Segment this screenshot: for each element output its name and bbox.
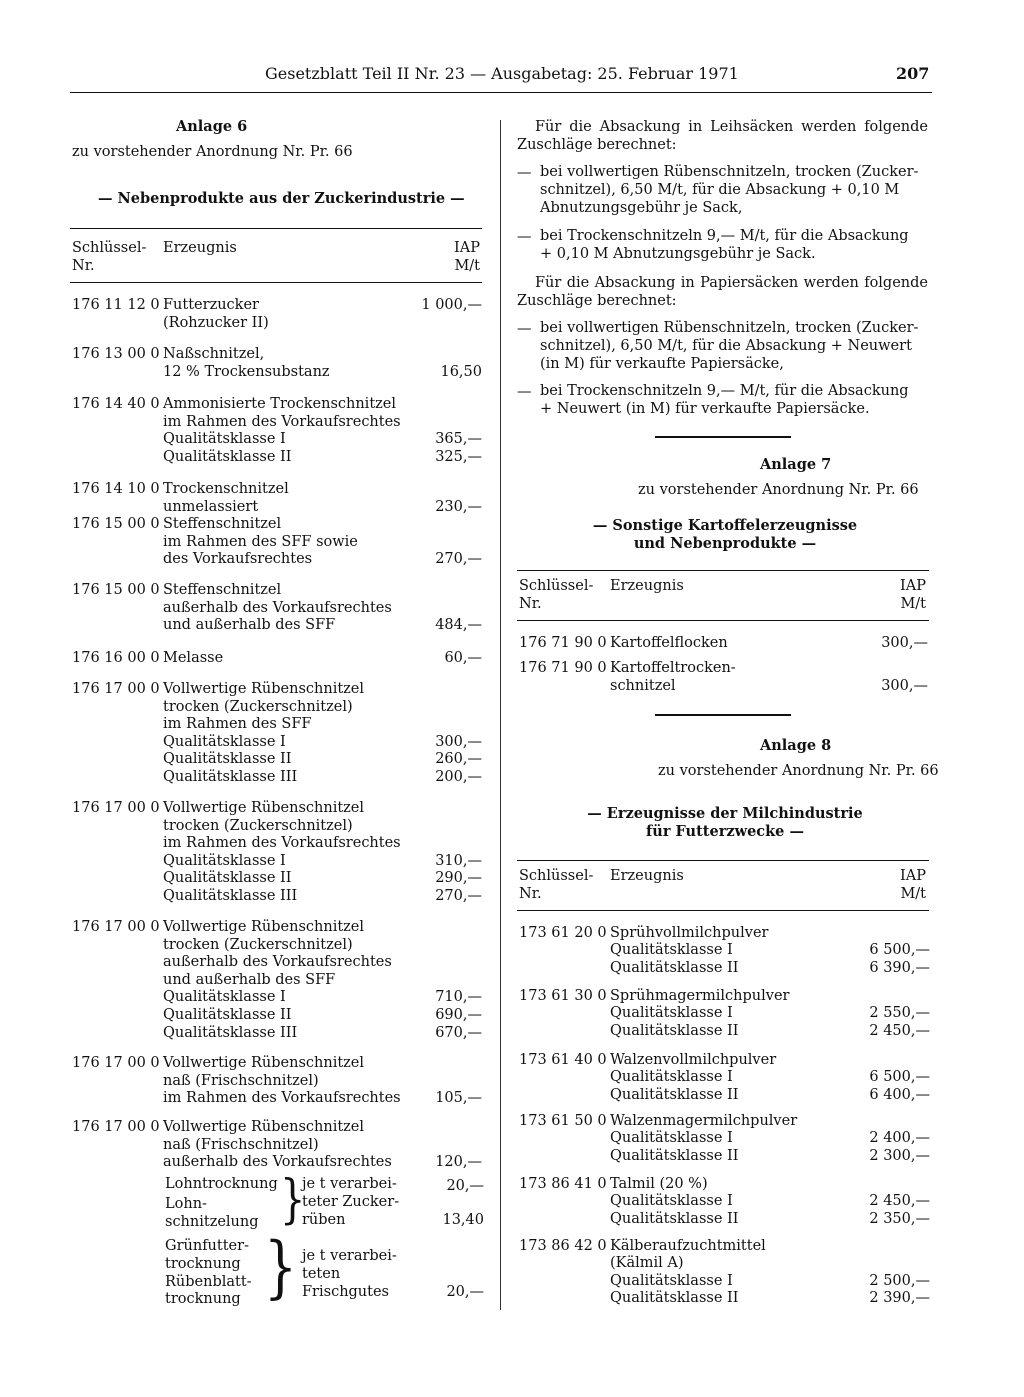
- row-value: 484,—: [435, 617, 482, 633]
- row-product-line: Steffenschnitzel: [163, 582, 282, 598]
- row-product-line: unmelassiert: [163, 499, 259, 515]
- row-key: 173 61 30 0: [519, 988, 607, 1004]
- col-header-key2: Nr.: [72, 258, 95, 274]
- row-product-line: (Kälmil A): [610, 1255, 684, 1271]
- row-value: 2 350,—: [869, 1211, 930, 1227]
- row-product-line: Vollwertige Rübenschnitzel: [163, 800, 365, 816]
- header-rule: [70, 92, 932, 93]
- extra1-right-line: je t verarbei-: [302, 1176, 397, 1192]
- extra1-left-line: schnitzelung: [165, 1214, 259, 1230]
- row-product-line: (Rohzucker II): [163, 315, 269, 331]
- col-header-unit: M/t: [900, 886, 926, 902]
- extra1-value: 20,—: [446, 1178, 484, 1194]
- bullet2-line: + 0,10 M Abnutzungsgebühr je Sack.: [540, 246, 816, 262]
- row-key: 176 14 10 0: [72, 481, 160, 497]
- bullet1-line: bei vollwertigen Rübenschnitzeln, trocken (Zucker-: [540, 164, 919, 180]
- row-product-line: Qualitätsklasse II: [610, 1087, 739, 1103]
- row-value: 105,—: [435, 1090, 482, 1106]
- extra2-left-line: trocknung: [165, 1291, 241, 1307]
- table-top-rule: [517, 570, 929, 571]
- row-product-line: Vollwertige Rübenschnitzel: [163, 1055, 365, 1071]
- row-value: 200,—: [435, 769, 482, 785]
- row-product-line: und außerhalb des SFF: [163, 972, 336, 988]
- row-value: 270,—: [435, 888, 482, 904]
- extra1-value: 13,40: [442, 1212, 484, 1228]
- extra2-left-line: trocknung: [165, 1256, 241, 1272]
- row-product-line: und außerhalb des SFF: [163, 617, 336, 633]
- anlage7-subheading: zu vorstehender Anordnung Nr. Pr. 66: [638, 482, 919, 498]
- extra1-left-line: Lohntrocknung: [165, 1176, 278, 1192]
- bullet3-line: (in M) für verkaufte Papiersäcke,: [540, 356, 784, 372]
- row-key: 176 17 00 0: [72, 1055, 160, 1071]
- col-header-iap: IAP: [454, 240, 480, 256]
- row-key: 176 17 00 0: [72, 1119, 160, 1135]
- row-product-line: Qualitätsklasse I: [163, 734, 286, 750]
- page-number: 207: [896, 64, 930, 83]
- col-header-key: Schlüssel-: [519, 868, 594, 884]
- row-product-line: Qualitätsklasse II: [610, 1023, 739, 1039]
- bullet2-line: bei Trockenschnitzeln 9,— M/t, für die Absackung: [540, 228, 909, 244]
- row-product-line: naß (Frischschnitzel): [163, 1137, 319, 1153]
- table-header-rule: [70, 282, 482, 283]
- extra1-right-line: teter Zucker-: [302, 1194, 400, 1210]
- col-header-iap: IAP: [900, 868, 926, 884]
- bullet3-line: schnitzel), 6,50 M/t, für die Absackung + Neuwert: [540, 338, 912, 354]
- row-value: 325,—: [435, 449, 482, 465]
- row-value: 2 450,—: [869, 1023, 930, 1039]
- row-product-line: Walzenmagermilchpulver: [610, 1113, 798, 1129]
- row-product-line: Qualitätsklasse II: [163, 1007, 292, 1023]
- extra2-right-line: je t verarbei-: [302, 1248, 397, 1264]
- table-top-rule: [517, 860, 929, 861]
- row-product-line: naß (Frischschnitzel): [163, 1073, 319, 1089]
- row-product-line: Qualitätsklasse III: [163, 1025, 298, 1041]
- col-header-key2: Nr.: [519, 596, 542, 612]
- row-key: 176 15 00 0: [72, 516, 160, 532]
- row-product-line: außerhalb des Vorkaufsrechtes: [163, 954, 392, 970]
- row-key: 176 11 12 0: [72, 297, 160, 313]
- row-product-line: im Rahmen des Vorkaufsrechtes: [163, 1090, 401, 1106]
- row-value: 290,—: [435, 870, 482, 886]
- row-key: 173 61 40 0: [519, 1052, 607, 1068]
- row-key: 176 15 00 0: [72, 582, 160, 598]
- anlage8-heading: Anlage 8: [760, 737, 832, 754]
- row-key: 176 16 00 0: [72, 650, 160, 666]
- row-product-line: Qualitätsklasse II: [610, 1148, 739, 1164]
- row-value: 270,—: [435, 551, 482, 567]
- row-value: 2 500,—: [869, 1273, 930, 1289]
- bullet3-line: bei vollwertigen Rübenschnitzeln, trocken (Zucker-: [540, 320, 919, 336]
- row-product-line: Melasse: [163, 650, 224, 666]
- row-value: 6 400,—: [869, 1087, 930, 1103]
- extra2-value: 20,—: [446, 1284, 484, 1300]
- row-product-line: Kälberaufzuchtmittel: [610, 1238, 766, 1254]
- row-product-line: Qualitätsklasse III: [163, 888, 298, 904]
- row-product-line: 12 % Trockensubstanz: [163, 364, 330, 380]
- row-value: 2 550,—: [869, 1005, 930, 1021]
- row-product-line: Qualitätsklasse I: [610, 1130, 733, 1146]
- row-product-line: Vollwertige Rübenschnitzel: [163, 1119, 365, 1135]
- row-product-line: im Rahmen des SFF: [163, 716, 312, 732]
- anlage7-title-line1: — Sonstige Kartoffelerzeugnisse: [592, 517, 858, 534]
- col-header-product: Erzeugnis: [163, 240, 237, 256]
- col-header-product: Erzeugnis: [610, 868, 684, 884]
- row-product-line: außerhalb des Vorkaufsrechtes: [163, 600, 392, 616]
- anlage7-title-line2: und Nebenprodukte —: [633, 535, 817, 552]
- row-product-line: Futterzucker: [163, 297, 259, 313]
- row-value: 710,—: [435, 989, 482, 1005]
- row-product-line: Qualitätsklasse I: [610, 1193, 733, 1209]
- header-title: Gesetzblatt Teil II Nr. 23 — Ausgabetag: 25. Februar 1971: [265, 64, 739, 83]
- brace: }: [280, 1170, 306, 1230]
- row-product-line: Qualitätsklasse I: [163, 431, 286, 447]
- anlage6-subheading: zu vorstehender Anordnung Nr. Pr. 66: [72, 144, 353, 160]
- row-value: 260,—: [435, 751, 482, 767]
- row-product-line: Ammonisierte Trockenschnitzel: [163, 396, 397, 412]
- row-key: 173 61 50 0: [519, 1113, 607, 1129]
- row-value: 670,—: [435, 1025, 482, 1041]
- row-product-line: Qualitätsklasse I: [610, 1273, 733, 1289]
- bullet1-line: schnitzel), 6,50 M/t, für die Absackung + 0,10 M: [540, 182, 900, 198]
- row-value: 6 500,—: [869, 942, 930, 958]
- section-separator: [655, 714, 791, 716]
- col-header-key2: Nr.: [519, 886, 542, 902]
- bullet-dash: —: [517, 384, 532, 400]
- anlage8-title-line1: — Erzeugnisse der Milchindustrie: [587, 805, 863, 822]
- anlage8-subheading: zu vorstehender Anordnung Nr. Pr. 66: [658, 763, 939, 779]
- bullet4-line: + Neuwert (in M) für verkaufte Papiersäcke.: [540, 401, 870, 417]
- row-value: 6 390,—: [869, 960, 930, 976]
- row-product-line: Naßschnitzel,: [163, 346, 265, 362]
- row-key: 176 71 90 0: [519, 635, 607, 651]
- row-product-line: Vollwertige Rübenschnitzel: [163, 919, 365, 935]
- row-value: 16,50: [440, 364, 482, 380]
- row-product-line: Kartoffelflocken: [610, 635, 728, 651]
- row-key: 176 13 00 0: [72, 346, 160, 362]
- bullet-dash: —: [517, 321, 532, 337]
- row-product-line: Qualitätsklasse I: [610, 1069, 733, 1085]
- leihsaecke-intro: Für die Absackung in Leihsäcken werden folgende Zuschläge berechnet:: [517, 119, 928, 153]
- row-key: 173 86 41 0: [519, 1176, 607, 1192]
- row-product-line: Trockenschnitzel: [163, 481, 289, 497]
- row-product-line: schnitzel: [610, 678, 676, 694]
- row-product-line: Steffenschnitzel: [163, 516, 282, 532]
- row-product-line: Qualitätsklasse II: [163, 870, 292, 886]
- table-header-rule: [517, 910, 929, 911]
- row-key: 176 14 40 0: [72, 396, 160, 412]
- row-product-line: im Rahmen des Vorkaufsrechtes: [163, 414, 401, 430]
- brace: }: [264, 1229, 298, 1307]
- row-value: 300,—: [435, 734, 482, 750]
- bullet-dash: —: [517, 165, 532, 181]
- row-key: 173 86 42 0: [519, 1238, 607, 1254]
- row-product-line: Qualitätsklasse II: [610, 1211, 739, 1227]
- bullet4-line: bei Trockenschnitzeln 9,— M/t, für die Absackung: [540, 383, 909, 399]
- row-product-line: Qualitätsklasse II: [163, 449, 292, 465]
- extra2-right-line: Frischgutes: [302, 1284, 389, 1300]
- row-value: 1 000,—: [421, 297, 482, 313]
- row-product-line: außerhalb des Vorkaufsrechtes: [163, 1154, 392, 1170]
- col-header-iap: IAP: [900, 578, 926, 594]
- column-divider: [500, 120, 501, 1310]
- col-header-unit: M/t: [900, 596, 926, 612]
- page-header: [0, 64, 1024, 90]
- row-product-line: Walzenvollmilchpulver: [610, 1052, 777, 1068]
- anlage7-heading: Anlage 7: [760, 456, 832, 473]
- row-key: 176 17 00 0: [72, 681, 160, 697]
- row-product-line: im Rahmen des Vorkaufsrechtes: [163, 835, 401, 851]
- row-value: 230,—: [435, 499, 482, 515]
- row-key: 173 61 20 0: [519, 925, 607, 941]
- anlage6-title: — Nebenprodukte aus der Zuckerindustrie —: [98, 190, 465, 207]
- row-product-line: Qualitätsklasse I: [610, 1005, 733, 1021]
- row-product-line: trocken (Zuckerschnitzel): [163, 818, 353, 834]
- row-product-line: Qualitätsklasse II: [610, 1290, 739, 1306]
- row-value: 60,—: [444, 650, 482, 666]
- col-header-product: Erzeugnis: [610, 578, 684, 594]
- row-value: 310,—: [435, 853, 482, 869]
- bullet1-line: Abnutzungsgebühr je Sack,: [540, 200, 743, 216]
- row-product-line: Qualitätsklasse III: [163, 769, 298, 785]
- bullet-dash: —: [517, 229, 532, 245]
- row-product-line: trocken (Zuckerschnitzel): [163, 937, 353, 953]
- row-value: 2 390,—: [869, 1290, 930, 1306]
- extra1-left-line: Lohn-: [165, 1196, 207, 1212]
- row-value: 300,—: [881, 678, 928, 694]
- row-product-line: Talmil (20 %): [610, 1176, 708, 1192]
- col-header-unit: M/t: [454, 258, 480, 274]
- row-value: 300,—: [881, 635, 928, 651]
- col-header-key: Schlüssel-: [72, 240, 147, 256]
- row-product-line: Vollwertige Rübenschnitzel: [163, 681, 365, 697]
- row-value: 690,—: [435, 1007, 482, 1023]
- row-product-line: Qualitätsklasse II: [163, 751, 292, 767]
- col-header-key: Schlüssel-: [519, 578, 594, 594]
- section-separator: [655, 436, 791, 438]
- row-product-line: Qualitätsklasse II: [610, 960, 739, 976]
- row-product-line: Sprühvollmilchpulver: [610, 925, 769, 941]
- table-top-rule: [70, 228, 482, 229]
- row-value: 365,—: [435, 431, 482, 447]
- row-value: 2 400,—: [869, 1130, 930, 1146]
- anlage6-heading: Anlage 6: [176, 118, 248, 135]
- row-product-line: trocken (Zuckerschnitzel): [163, 699, 353, 715]
- row-product-line: im Rahmen des SFF sowie: [163, 534, 358, 550]
- row-key: 176 71 90 0: [519, 660, 607, 676]
- table-header-rule: [517, 620, 929, 621]
- extra1-right-line: rüben: [302, 1212, 346, 1228]
- row-key: 176 17 00 0: [72, 800, 160, 816]
- row-product-line: Kartoffeltrocken-: [610, 660, 736, 676]
- row-value: 120,—: [435, 1154, 482, 1170]
- row-value: 2 450,—: [869, 1193, 930, 1209]
- row-product-line: des Vorkaufsrechtes: [163, 551, 313, 567]
- row-product-line: Qualitätsklasse I: [610, 942, 733, 958]
- row-product-line: Sprühmagermilchpulver: [610, 988, 790, 1004]
- row-product-line: Qualitätsklasse I: [163, 989, 286, 1005]
- row-value: 6 500,—: [869, 1069, 930, 1085]
- row-value: 2 300,—: [869, 1148, 930, 1164]
- extra2-right-line: teten: [302, 1266, 341, 1282]
- extra2-left-line: Grünfutter-: [165, 1238, 249, 1254]
- row-key: 176 17 00 0: [72, 919, 160, 935]
- papiersaecke-intro: Für die Absackung in Papiersäcken werden folgende Zuschläge berechnet:: [517, 275, 928, 309]
- anlage8-title-line2: für Futterzwecke —: [646, 823, 804, 840]
- extra2-left-line: Rübenblatt-: [165, 1274, 252, 1290]
- row-product-line: Qualitätsklasse I: [163, 853, 286, 869]
